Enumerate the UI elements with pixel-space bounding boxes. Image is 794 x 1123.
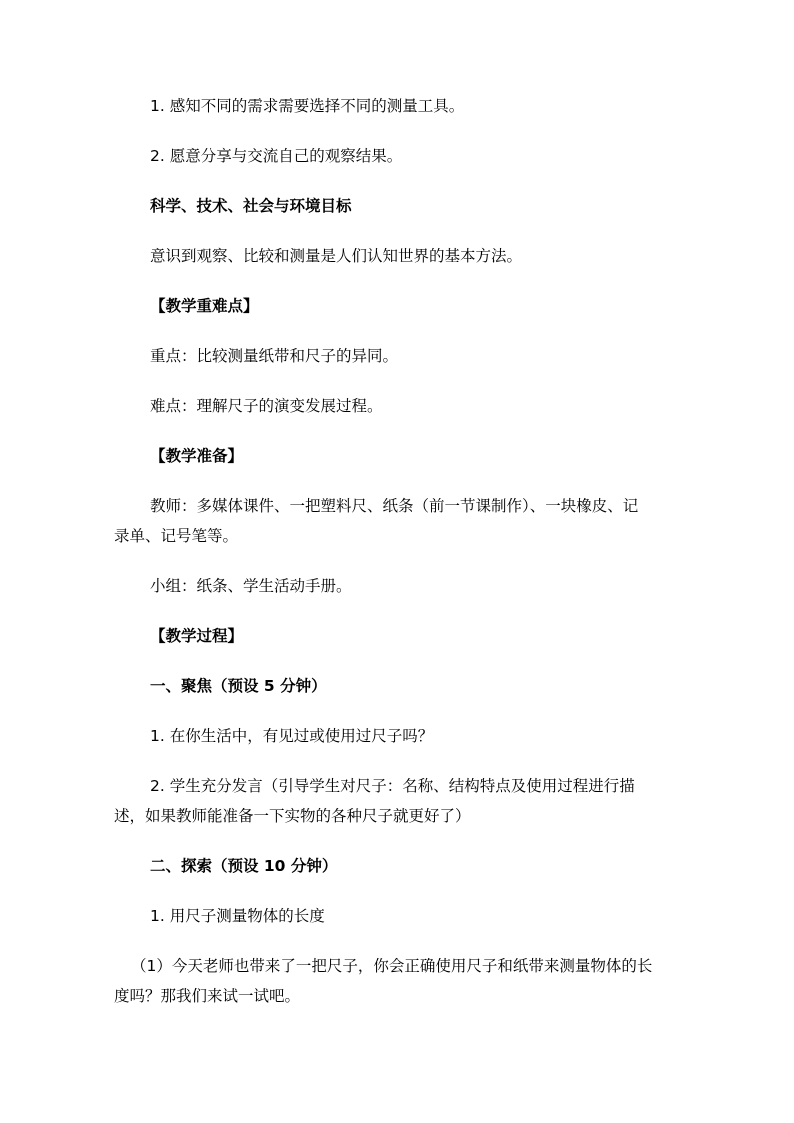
paragraph-line: （1）今天老师也带来了一把尺子，你会正确使用尺子和纸带来测量物体的长 <box>131 957 653 975</box>
paragraph-explore-step-1: 1. 用尺子测量物体的长度 <box>150 907 325 925</box>
subheading-focus: 一、聚焦（预设 5 分钟） <box>150 677 327 695</box>
list-item-goal-2: 2. 愿意分享与交流自己的观察结果。 <box>150 147 403 165</box>
paragraph-line: 述，如果教师能准备一下实物的各种尺子就更好了） <box>114 807 471 825</box>
paragraph-line: 2. 学生充分发言（引导学生对尺子：名称、结构特点及使用过程进行描 <box>150 777 635 795</box>
section-heading-key-points: 【教学重难点】 <box>150 297 259 315</box>
section-heading-preparation: 【教学准备】 <box>150 447 244 465</box>
section-heading-process: 【教学过程】 <box>150 627 244 645</box>
paragraph-sts-goal: 意识到观察、比较和测量是人们认知世界的基本方法。 <box>150 247 523 265</box>
list-item-goal-1: 1. 感知不同的需求需要选择不同的测量工具。 <box>150 97 465 115</box>
paragraph-group-materials: 小组：纸条、学生活动手册。 <box>150 577 352 595</box>
subheading-explore: 二、探索（预设 10 分钟） <box>150 857 338 875</box>
paragraph-difficult-point: 难点：理解尺子的演变发展过程。 <box>150 397 383 415</box>
paragraph-line: 度吗？那我们来试一试吧。 <box>114 987 301 1005</box>
paragraph-line: 教师：多媒体课件、一把塑料尺、纸条（前一节课制作）、一块橡皮、记 <box>150 497 639 515</box>
section-heading-sts-goals: 科学、技术、社会与环境目标 <box>150 197 352 215</box>
paragraph-line: 录单、记号笔等。 <box>114 527 239 545</box>
paragraph-focus-question: 1. 在你生活中，有见过或使用过尺子吗？ <box>150 727 434 745</box>
paragraph-key-point: 重点：比较测量纸带和尺子的异同。 <box>150 347 399 365</box>
